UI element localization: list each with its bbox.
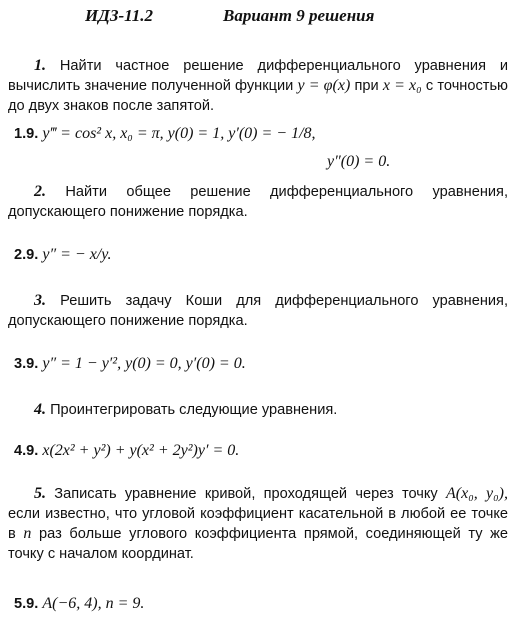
task-5-math-b: n [23,525,32,542]
problem-1-9-line2-wrap [327,153,390,171]
problem-1-9-line1: y‴ = cos² x, x₀ = π, y(0) = 1, y′(0) = − 1/8, [42,125,316,142]
task-1-number: 1. [34,57,46,74]
variant-title: Вариант 9 решения [223,6,375,25]
problem-4-9-line1: x(2x² + y²) + y(x² + 2y²)y′ = 0. [42,442,240,459]
task-3-text: Решить задачу Коши для дифференциального уравнения, допускающего понижение порядка. [8,293,508,329]
problem-3-9 [14,355,246,373]
document-header [85,6,375,26]
problem-2-9-number: 2.9. [14,247,39,263]
problem-1-9-number: 1.9. [14,126,39,142]
problem-5-9 [14,595,144,613]
task-2-statement [8,182,508,222]
problem-3-9-line1: y″ = 1 − y′², y(0) = 0, y′(0) = 0. [42,355,246,372]
problem-2-9-line1: y″ = − x/y. [42,246,112,263]
problem-5-9-line1: A(−6, 4), n = 9. [42,595,145,612]
problem-3-9-number: 3.9. [14,356,39,372]
task-1-text-b: при [354,78,379,94]
task-5-math-a: A(x₀, y₀), [446,485,508,502]
task-1-text-c: с точностью до двух знаков после запятой. [8,78,509,114]
task-1-math-a: y = φ(x) [297,77,351,94]
problem-4-9-number: 4.9. [14,443,39,459]
problem-5-9-number: 5.9. [14,596,39,612]
problem-1-9-line2: y″(0) = 0. [327,153,391,170]
task-2-number: 2. [34,183,46,200]
task-5-statement [8,484,508,564]
task-1-text-a: Найти частное решение дифференциального уравнения и вычислить значение полученной функции [8,58,509,94]
task-4-number: 4. [34,401,46,418]
task-4-text: Проинтегрировать следующие уравнения. [50,402,338,418]
task-3-number: 3. [34,292,46,309]
task-3-statement [8,291,508,331]
assignment-title: ИДЗ-11.2 [85,6,153,25]
problem-4-9 [14,442,239,460]
task-1-math-b: x = x₀ [382,77,422,94]
task-2-text: Найти общее решение дифференциального уравнения, допускающего понижение порядка. [8,184,509,220]
task-4-statement [8,400,508,420]
task-5-text-a: Записать уравнение кривой, проходящей через точку [54,486,438,502]
task-1-statement [8,56,508,116]
task-5-text-b: если известно, что угловой коэффициент касательной в любой ее точке в [8,506,508,542]
problem-2-9 [14,246,111,264]
problem-1-9 [14,125,316,143]
task-5-number: 5. [34,485,46,502]
task-5-text-c: раз больше углового коэффициента прямой, соединяющей ту же точку с началом координат. [8,526,508,562]
